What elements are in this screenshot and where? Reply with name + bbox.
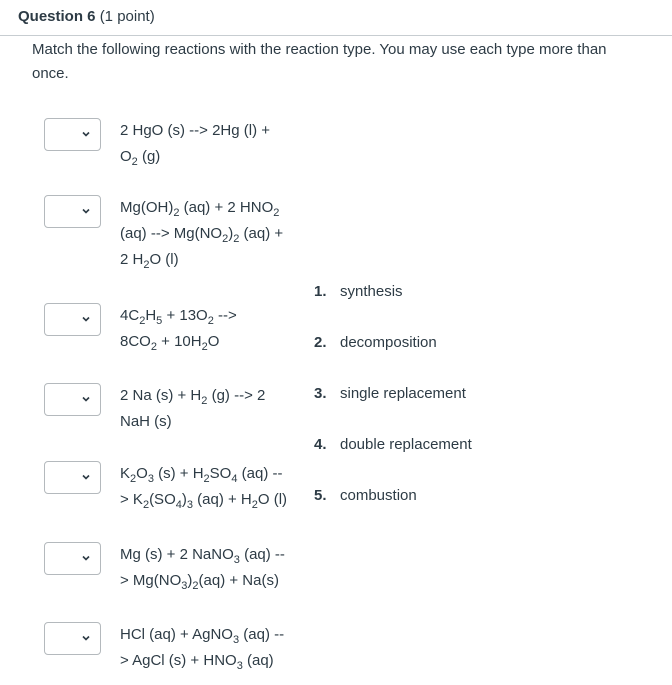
reaction-type-select-4[interactable] (44, 383, 101, 416)
reaction-6-line-2: > $Mg(NO_3)_2(aq) + Na(s)$ (120, 572, 279, 592)
reaction-2-line-1: $Mg(OH)_2$ (aq) + 2 $HNO_2$ (120, 199, 280, 219)
chevron-down-icon (81, 633, 91, 643)
reaction-2-line-3: 2 $H_2O$ (l) (120, 251, 179, 271)
answer-option-2 (314, 334, 437, 351)
answer-option-1 (314, 283, 403, 300)
chevron-down-icon (81, 394, 91, 404)
reaction-equation-4 (120, 383, 305, 435)
reaction-type-select-1[interactable] (44, 118, 101, 151)
reaction-3-line-2: $8CO_2 + 10H_2O$ (120, 333, 220, 353)
reaction-1-line-1: 2 HgO (s) --> 2Hg (l) + (120, 122, 271, 139)
reaction-5-line-1: $K_2O_3$ $(s) + H_2SO_4$ (aq) -- (120, 465, 283, 485)
answer-number: 5. (314, 487, 327, 504)
answer-label: decomposition (340, 334, 437, 351)
reaction-4-line-1: 2 Na $(s) + H_2$ (g) --> 2 (120, 387, 266, 407)
answer-label: double replacement (340, 436, 472, 453)
answer-label: combustion (340, 487, 417, 504)
question-header (0, 0, 672, 36)
reaction-2-line-2: (aq) --> $Mg(NO_2)_2$ (aq) + (120, 225, 284, 245)
chevron-down-icon (81, 314, 91, 324)
reaction-5-line-2: > $K_2(SO_4)_3$ $(aq) + H_2O$ (l) (120, 491, 288, 511)
reaction-equation-5 (120, 461, 305, 513)
chevron-down-icon (81, 553, 91, 563)
chevron-down-icon (81, 129, 91, 139)
answer-number: 1. (314, 283, 327, 300)
reaction-equation-1 (120, 118, 305, 170)
answer-label: synthesis (340, 283, 403, 300)
reaction-type-select-6[interactable] (44, 542, 101, 575)
reaction-6-line-1: Mg (s) + 2 NaNO$_3$ (aq) -- (120, 546, 285, 566)
answer-label: single replacement (340, 385, 466, 402)
chevron-down-icon (81, 206, 91, 216)
reaction-type-select-5[interactable] (44, 461, 101, 494)
reaction-equation-2 (120, 195, 305, 273)
question-points: (1 point) (99, 8, 155, 25)
answer-number: 2. (314, 334, 327, 351)
reaction-type-select-7[interactable] (44, 622, 101, 655)
answer-number: 4. (314, 436, 327, 453)
answer-option-5 (314, 487, 417, 504)
reaction-1-line-2: $O_2$ (g) (120, 148, 161, 168)
answer-option-3 (314, 385, 466, 402)
answer-option-4 (314, 436, 472, 453)
reaction-7-line-2: > AgCl $(s) + HNO_3$ (aq) (120, 652, 274, 672)
question-number: Question 6 (18, 8, 96, 25)
reaction-type-select-2[interactable] (44, 195, 101, 228)
answer-number: 3. (314, 385, 327, 402)
reaction-equation-7 (120, 622, 305, 674)
reaction-type-select-3[interactable] (44, 303, 101, 336)
reaction-4-line-2: NaH (s) (120, 413, 172, 430)
question-title (18, 8, 155, 25)
reaction-7-line-1: HCl (aq) + AgNO$_3$ (aq) -- (120, 626, 285, 646)
question-prompt: Match the following reactions with the reaction type. You may use each type more than once. (32, 41, 607, 82)
reaction-3-line-1: $4C_2H_5 + 13O_2$ --> (120, 307, 237, 327)
reaction-equation-6 (120, 542, 305, 594)
reaction-equation-3 (120, 303, 305, 355)
chevron-down-icon (81, 472, 91, 482)
